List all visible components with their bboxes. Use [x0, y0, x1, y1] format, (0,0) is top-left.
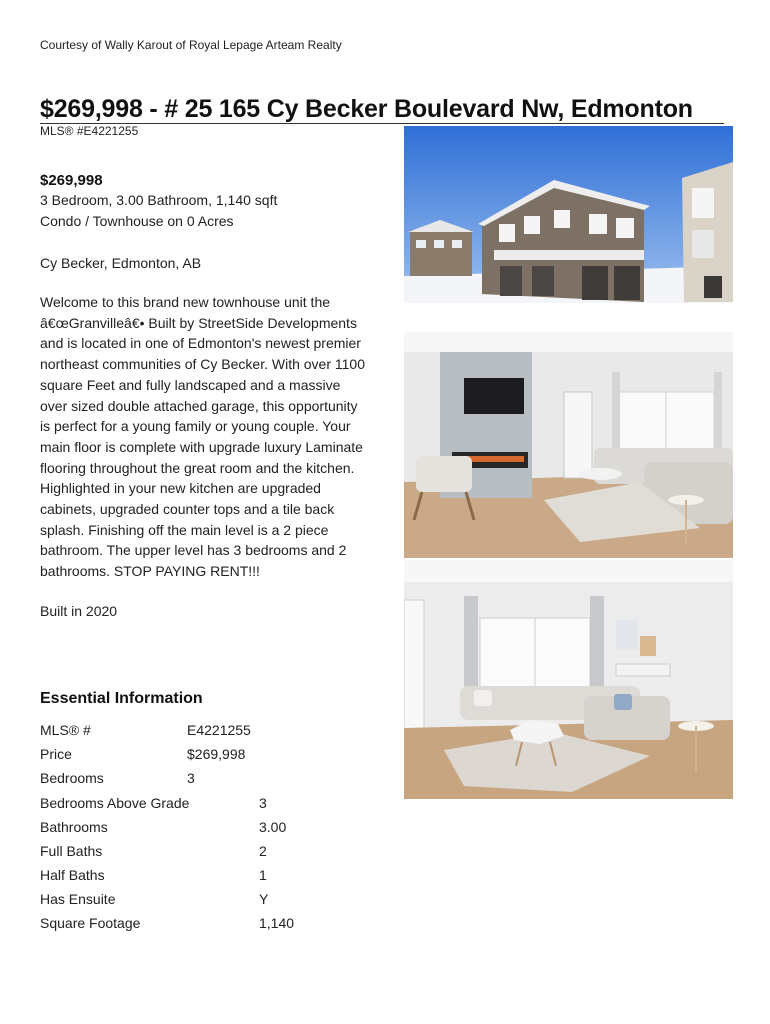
sectional-room-photo — [404, 560, 733, 799]
listing-summary — [40, 172, 370, 621]
exterior-photo — [404, 126, 733, 303]
info-label: Has Ensuite — [40, 891, 116, 907]
info-value: 3.00 — [259, 819, 287, 835]
info-row — [40, 795, 267, 815]
info-label: Bathrooms — [40, 819, 108, 835]
info-row — [40, 891, 269, 911]
summary-details: 3 Bedroom, 3.00 Bathroom, 1,140 sqft — [40, 192, 278, 208]
info-label: Bedrooms Above Grade — [40, 795, 190, 811]
info-label: Full Baths — [40, 843, 103, 859]
info-row — [40, 867, 267, 887]
info-row — [40, 843, 267, 863]
title-underline — [40, 123, 724, 124]
info-row — [40, 746, 246, 766]
info-value: 3 — [259, 795, 267, 811]
essential-info-heading: Essential Information — [40, 690, 203, 707]
listing-description: Welcome to this brand new townhouse unit the â€œGranvilleâ€• Built by StreetSide Developments and is located in one of Edmonton's newest premier northeast communities of Cy Becker. With over 1100 square Feet and fully landscaped and a massive over sized double attached garage, this opportunity is perfect for a young family or young couple. Your main floor is complete with upgrade luxury Laminate flooring throughout the great room and the kitchen. Highlighted in your new kitchen are upgraded cabinets, upgraded counter tops and a tile back splash. Finishing off the main level is a 2 piece bathroom. The upper level has 3 bedrooms and 2 bathrooms. STOP PAYING RENT!!! — [40, 294, 365, 580]
info-row — [40, 770, 195, 790]
summary-price: $269,998 — [40, 172, 103, 189]
info-label: Half Baths — [40, 867, 105, 883]
info-row — [40, 722, 251, 742]
built-year: Built in 2020 — [40, 602, 118, 619]
info-value: $269,998 — [187, 746, 246, 762]
mls-number: MLS® #E4221255 — [40, 124, 139, 138]
info-label: Bedrooms — [40, 770, 104, 786]
info-value: 2 — [259, 843, 267, 859]
info-value: 1 — [259, 867, 267, 883]
info-label: Square Footage — [40, 915, 141, 931]
info-value: Y — [259, 891, 269, 907]
info-value: 1,140 — [259, 915, 295, 931]
listing-title: $269,998 - # 25 165 Cy Becker Boulevard Nw, Edmonton — [40, 95, 693, 123]
info-label: MLS® # — [40, 722, 91, 738]
info-row — [40, 915, 295, 935]
info-value: E4221255 — [187, 722, 251, 738]
info-label: Price — [40, 746, 72, 762]
summary-location: Cy Becker, Edmonton, AB — [40, 255, 202, 271]
info-value: 3 — [187, 770, 195, 786]
living-room-photo — [404, 332, 733, 558]
courtesy-line: Courtesy of Wally Karout of Royal Lepage Arteam Realty — [40, 38, 342, 52]
summary-type: Condo / Townhouse on 0 Acres — [40, 213, 234, 229]
info-row — [40, 819, 287, 839]
